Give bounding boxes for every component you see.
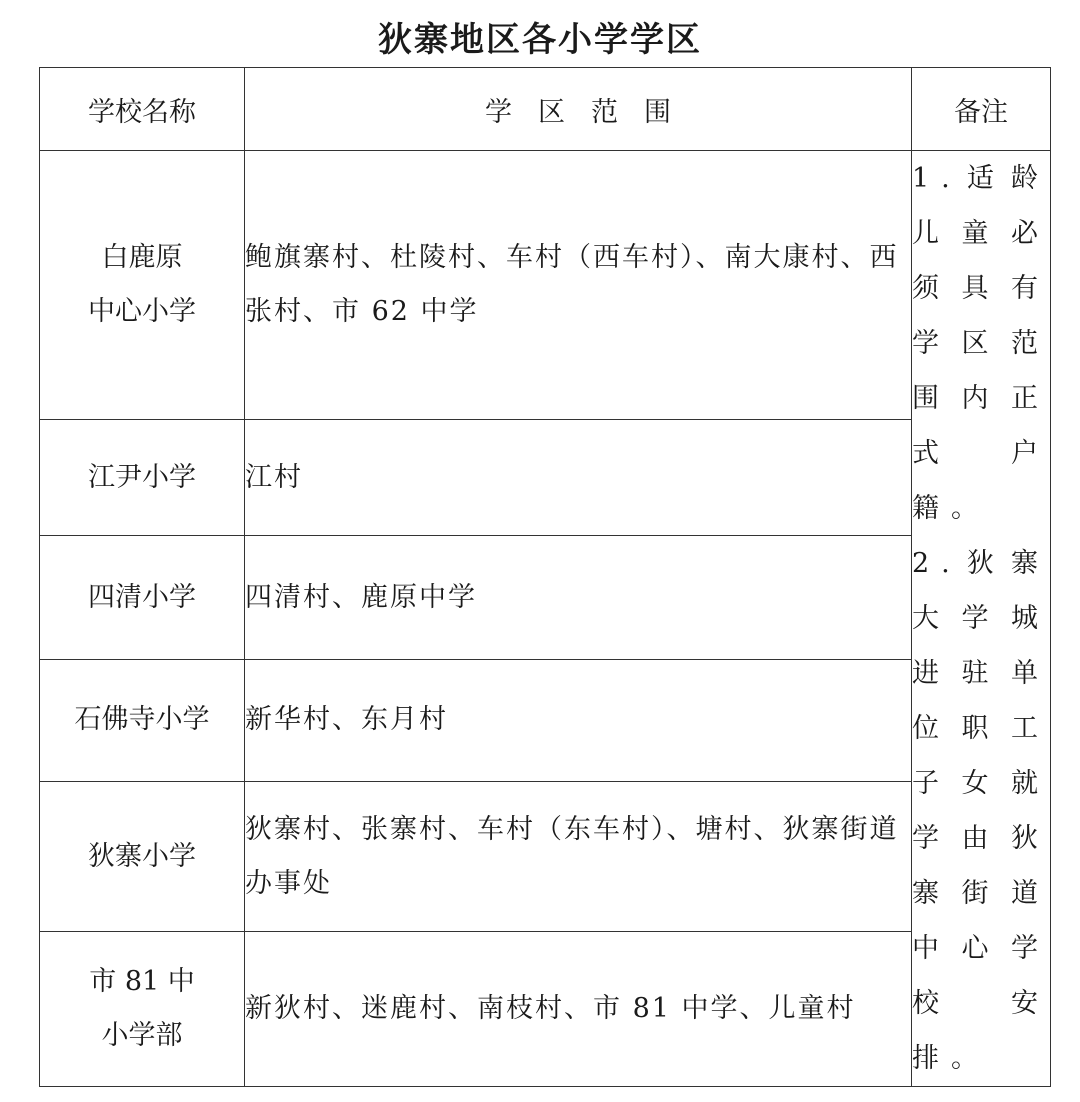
district-range-cell: 江村 [245,420,912,536]
header-district-range: 学区范围 [245,68,912,151]
note-item: 2.狄寨大学城进驻单位职工子女就学由狄寨街道中心学校安排。 [912,548,1050,1074]
table-row [40,931,1051,1086]
header-school-name: 学校名称 [40,68,245,151]
school-name-line: 市 81 中 [89,965,195,997]
school-name-cell [40,151,245,420]
school-name-line: 白鹿原 [101,242,183,274]
table-header-row [40,68,1051,151]
district-range-cell: 四清村、鹿原中学 [245,536,912,659]
school-name-line: 石佛寺小学 [74,704,210,736]
page-title: 狄寨地区各小学学区 [378,20,702,60]
header-notes: 备注 [912,68,1051,151]
note-item: 1.适龄儿童必须具有学区范围内正式户籍。 [912,163,1050,524]
school-name-line: 江尹小学 [88,461,196,493]
school-name-cell [40,782,245,932]
table-row [40,659,1051,781]
table-row [40,536,1051,659]
table-row [40,151,1051,420]
district-range-cell: 狄寨村、张寨村、车村（东车村）、塘村、狄寨街道办事处 [245,782,912,932]
district-range-cell: 新华村、东月村 [245,659,912,781]
school-name-line: 中心小学 [88,296,196,328]
school-name-cell [40,420,245,536]
school-name-line: 四清小学 [88,581,196,613]
district-range-cell: 新狄村、迷鹿村、南枝村、市 81 中学、儿童村 [245,931,912,1086]
school-name-cell [40,659,245,781]
school-name-line: 小学部 [101,1019,183,1051]
school-name-cell [40,931,245,1086]
school-district-table [39,67,1051,1087]
school-name-line: 狄寨小学 [88,840,196,872]
table-row [40,420,1051,536]
notes-cell [912,151,1051,1087]
school-name-cell [40,536,245,659]
table-row [40,782,1051,932]
district-range-cell: 鲍旗寨村、杜陵村、车村（西车村）、南大康村、西张村、市 62 中学 [245,151,912,420]
